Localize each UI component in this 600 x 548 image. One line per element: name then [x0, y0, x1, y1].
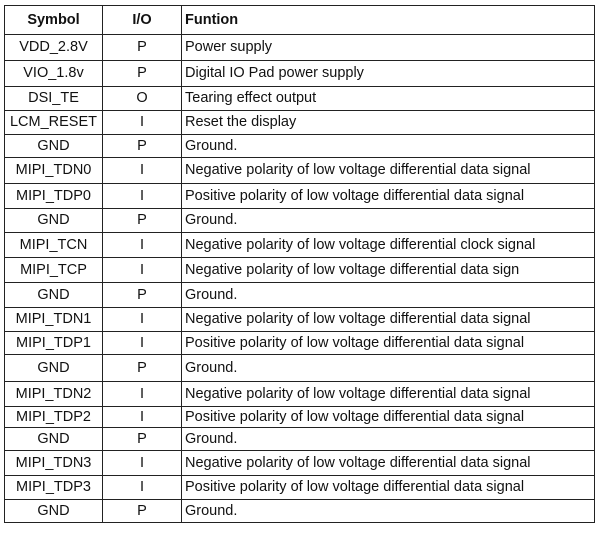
symbol-cell: LCM_RESET — [5, 111, 103, 135]
io-cell: P — [103, 283, 182, 308]
function-cell: Ground. — [182, 135, 595, 158]
symbol-cell: MIPI_TDP0 — [5, 184, 103, 209]
table-body — [5, 35, 595, 523]
function-cell: Ground. — [182, 209, 595, 233]
symbol-cell: GND — [5, 500, 103, 523]
table-row — [5, 233, 595, 258]
symbol-cell: MIPI_TDN3 — [5, 451, 103, 476]
pin-definition-table — [4, 5, 595, 523]
table-row — [5, 428, 595, 451]
symbol-cell: VDD_2.8V — [5, 35, 103, 61]
io-cell: O — [103, 87, 182, 111]
function-cell: Negative polarity of low voltage differential data signal — [182, 382, 595, 407]
io-cell: I — [103, 407, 182, 428]
table-row — [5, 111, 595, 135]
table-row — [5, 382, 595, 407]
function-cell: Tearing effect output — [182, 87, 595, 111]
table-row — [5, 451, 595, 476]
symbol-cell: DSI_TE — [5, 87, 103, 111]
function-cell: Negative polarity of low voltage differential data signal — [182, 308, 595, 332]
io-cell: I — [103, 308, 182, 332]
symbol-cell: GND — [5, 135, 103, 158]
symbol-cell: VIO_1.8v — [5, 61, 103, 87]
table-row — [5, 476, 595, 500]
io-cell: P — [103, 209, 182, 233]
function-cell: Power supply — [182, 35, 595, 61]
symbol-cell: MIPI_TDN1 — [5, 308, 103, 332]
symbol-cell: GND — [5, 428, 103, 451]
symbol-cell: MIPI_TDN0 — [5, 158, 103, 184]
symbol-cell: GND — [5, 209, 103, 233]
function-cell: Positive polarity of low voltage differential data signal — [182, 476, 595, 500]
symbol-cell: MIPI_TCN — [5, 233, 103, 258]
io-cell: P — [103, 500, 182, 523]
symbol-cell: MIPI_TDP3 — [5, 476, 103, 500]
table-row — [5, 283, 595, 308]
function-cell: Positive polarity of low voltage differential data signal — [182, 184, 595, 209]
table-row — [5, 209, 595, 233]
table-row — [5, 135, 595, 158]
symbol-cell: GND — [5, 355, 103, 382]
io-cell: P — [103, 355, 182, 382]
io-cell: P — [103, 35, 182, 61]
function-cell: Positive polarity of low voltage differential data signal — [182, 332, 595, 355]
header-function: Funtion — [182, 6, 595, 35]
io-cell: I — [103, 184, 182, 209]
io-cell: I — [103, 111, 182, 135]
symbol-cell: GND — [5, 283, 103, 308]
function-cell: Reset the display — [182, 111, 595, 135]
function-cell: Positive polarity of low voltage differential data signal — [182, 407, 595, 428]
table-header-row — [5, 6, 595, 35]
io-cell: I — [103, 382, 182, 407]
header-symbol: Symbol — [5, 6, 103, 35]
function-cell: Ground. — [182, 500, 595, 523]
header-io: I/O — [103, 6, 182, 35]
table-row — [5, 258, 595, 283]
function-cell: Ground. — [182, 355, 595, 382]
io-cell: I — [103, 476, 182, 500]
table-row — [5, 87, 595, 111]
function-cell: Digital IO Pad power supply — [182, 61, 595, 87]
function-cell: Negative polarity of low voltage differential clock signal — [182, 233, 595, 258]
io-cell: P — [103, 428, 182, 451]
function-cell: Ground. — [182, 283, 595, 308]
io-cell: I — [103, 451, 182, 476]
io-cell: I — [103, 233, 182, 258]
io-cell: I — [103, 258, 182, 283]
table-row — [5, 61, 595, 87]
io-cell: P — [103, 61, 182, 87]
symbol-cell: MIPI_TDN2 — [5, 382, 103, 407]
table-row — [5, 184, 595, 209]
function-cell: Ground. — [182, 428, 595, 451]
table-row — [5, 35, 595, 61]
table-row — [5, 158, 595, 184]
table-row — [5, 500, 595, 523]
table-row — [5, 407, 595, 428]
io-cell: P — [103, 135, 182, 158]
symbol-cell: MIPI_TDP1 — [5, 332, 103, 355]
io-cell: I — [103, 158, 182, 184]
symbol-cell: MIPI_TCP — [5, 258, 103, 283]
symbol-cell: MIPI_TDP2 — [5, 407, 103, 428]
table-row — [5, 332, 595, 355]
io-cell: I — [103, 332, 182, 355]
table-row — [5, 308, 595, 332]
function-cell: Negative polarity of low voltage differential data signal — [182, 158, 595, 184]
function-cell: Negative polarity of low voltage differential data signal — [182, 451, 595, 476]
table-row — [5, 355, 595, 382]
function-cell: Negative polarity of low voltage differential data sign — [182, 258, 595, 283]
